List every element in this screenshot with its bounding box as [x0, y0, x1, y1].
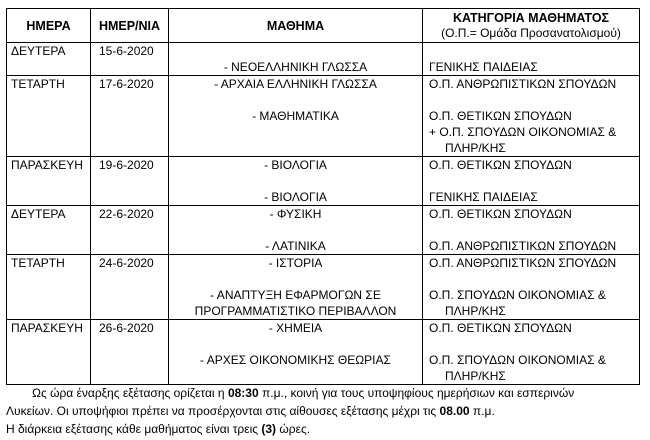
header-category-note: (Ο.Π.= Ομάδα Προσανατολισμού) — [441, 26, 621, 40]
note-text: π.μ., κοινή για τους υποψηφίους ημερήσιων και εσπερινών — [258, 386, 575, 400]
row-category: Ο.Π. ΣΠΟΥΔΩΝ ΟΙΚΟΝΟΜΙΑΣ & — [429, 288, 606, 302]
table-row — [7, 157, 640, 206]
row-subject: - ΛΑΤΙΝΙΚΑ — [265, 239, 326, 253]
header-date: ΗΜΕΡ/ΝΙΑ — [91, 9, 169, 43]
row-subject-continuation: ΠΡΟΓΡΑΜΜΑΤΙΣΤΙΚΟ ΠΕΡΙΒΑΛΛΟΝ — [194, 304, 397, 318]
note-duration — [0, 420, 650, 438]
row-category: Ο.Π. ΑΝΘΡΩΠΙΣΤΙΚΩΝ ΣΠΟΥΔΩΝ — [429, 239, 617, 253]
header-subject: ΜΑΘΗΜΑ — [169, 9, 423, 43]
row-category: ΓΕΝΙΚΗΣ ΠΑΙΔΕΙΑΣ — [429, 60, 538, 74]
header-category — [423, 9, 640, 43]
row-date: 17-6-2020 — [99, 77, 154, 91]
note-text: Ως ώρα έναρξης εξέτασης ορίζεται η — [32, 386, 228, 400]
row-category: Ο.Π. ΘΕΤΙΚΩΝ ΣΠΟΥΔΩΝ — [429, 158, 572, 172]
exam-schedule-table — [6, 8, 640, 385]
start-time: 08:30 — [227, 386, 259, 400]
row-subject: - ΒΙΟΛΟΓΙΑ — [264, 190, 327, 204]
row-category: Ο.Π. ΘΕΤΙΚΩΝ ΣΠΟΥΔΩΝ — [429, 321, 572, 335]
note-text: ώρες. — [276, 422, 311, 436]
row-category: ΠΛΗΡ/ΚΗΣ — [445, 141, 506, 155]
row-category: Ο.Π. ΑΝΘΡΩΠΙΣΤΙΚΩΝ ΣΠΟΥΔΩΝ — [429, 77, 617, 91]
row-category: ΠΛΗΡ/ΚΗΣ — [445, 304, 506, 318]
row-date: 19-6-2020 — [99, 158, 154, 172]
row-subject: - ΑΡΧΑΙΑ ΕΛΛΗΝΙΚΗ ΓΛΩΣΣΑ — [214, 77, 377, 91]
note-arrival-time — [0, 402, 650, 420]
table-row — [7, 255, 640, 320]
row-subject: - ΦΥΣΙΚΗ — [269, 207, 322, 221]
row-date: 22-6-2020 — [99, 207, 154, 221]
row-category: Ο.Π. ΘΕΤΙΚΩΝ ΣΠΟΥΔΩΝ — [429, 207, 572, 221]
note-start-time — [0, 384, 650, 402]
header-category-title: ΚΑΤΗΓΟΡΙΑ ΜΑΘΗΜΑΤΟΣ — [452, 11, 610, 25]
row-day: ΔΕΥΤΕΡΑ — [11, 44, 66, 58]
row-subject: - ΑΡΧΕΣ ΟΙΚΟΝΟΜΙΚΗΣ ΘΕΩΡΙΑΣ — [200, 353, 391, 367]
row-subject: - ΜΑΘΗΜΑΤΙΚΑ — [252, 109, 339, 123]
row-category: ΠΛΗΡ/ΚΗΣ — [445, 369, 506, 383]
row-day: ΔΕΥΤΕΡΑ — [11, 207, 66, 221]
table-row — [7, 43, 640, 76]
header-row — [7, 9, 640, 43]
row-date: 26-6-2020 — [99, 321, 154, 335]
row-subject: - ΧΗΜΕΙΑ — [268, 321, 323, 335]
row-category: ΓΕΝΙΚΗΣ ΠΑΙΔΕΙΑΣ — [429, 190, 538, 204]
note-text: π.μ. — [469, 404, 495, 418]
row-day: ΠΑΡΑΣΚΕΥΗ — [11, 321, 83, 335]
row-subject: - ΑΝΑΠΤΥΞΗ ΕΦΑΡΜΟΓΩΝ ΣΕ — [210, 288, 381, 302]
note-text: Η διάρκεια εξέτασης κάθε μαθήματος είναι τρεις — [6, 422, 262, 436]
arrival-time: 08.00 — [439, 404, 470, 418]
row-day: ΤΕΤΑΡΤΗ — [11, 256, 65, 270]
row-category: Ο.Π. ΑΝΘΡΩΠΙΣΤΙΚΩΝ ΣΠΟΥΔΩΝ — [429, 256, 617, 270]
row-date: 15-6-2020 — [99, 44, 154, 58]
row-category: Ο.Π. ΘΕΤΙΚΩΝ ΣΠΟΥΔΩΝ — [429, 109, 572, 123]
row-day: ΠΑΡΑΣΚΕΥΗ — [11, 158, 83, 172]
row-category: + Ο.Π. ΣΠΟΥΔΩΝ ΟΙΚΟΝΟΜΙΑΣ & — [429, 125, 617, 139]
table-row — [7, 206, 640, 255]
row-category: Ο.Π. ΣΠΟΥΔΩΝ ΟΙΚΟΝΟΜΙΑΣ & — [429, 353, 606, 367]
row-subject: - ΙΣΤΟΡΙΑ — [268, 256, 323, 270]
table-row — [7, 320, 640, 385]
exam-duration: (3) — [261, 422, 277, 436]
note-text: Λυκείων. Οι υποψήφιοι πρέπει να προσέρχονται στις αίθουσες εξέτασης μέχρι τις — [6, 404, 440, 418]
table-row — [7, 76, 640, 157]
row-subject: - ΒΙΟΛΟΓΙΑ — [264, 158, 327, 172]
row-date: 24-6-2020 — [99, 256, 154, 270]
row-day: ΤΕΤΑΡΤΗ — [11, 77, 65, 91]
header-day: ΗΜΕΡΑ — [7, 9, 91, 43]
row-subject: - ΝΕΟΕΛΛΗΝΙΚΗ ΓΛΩΣΣΑ — [223, 60, 368, 74]
